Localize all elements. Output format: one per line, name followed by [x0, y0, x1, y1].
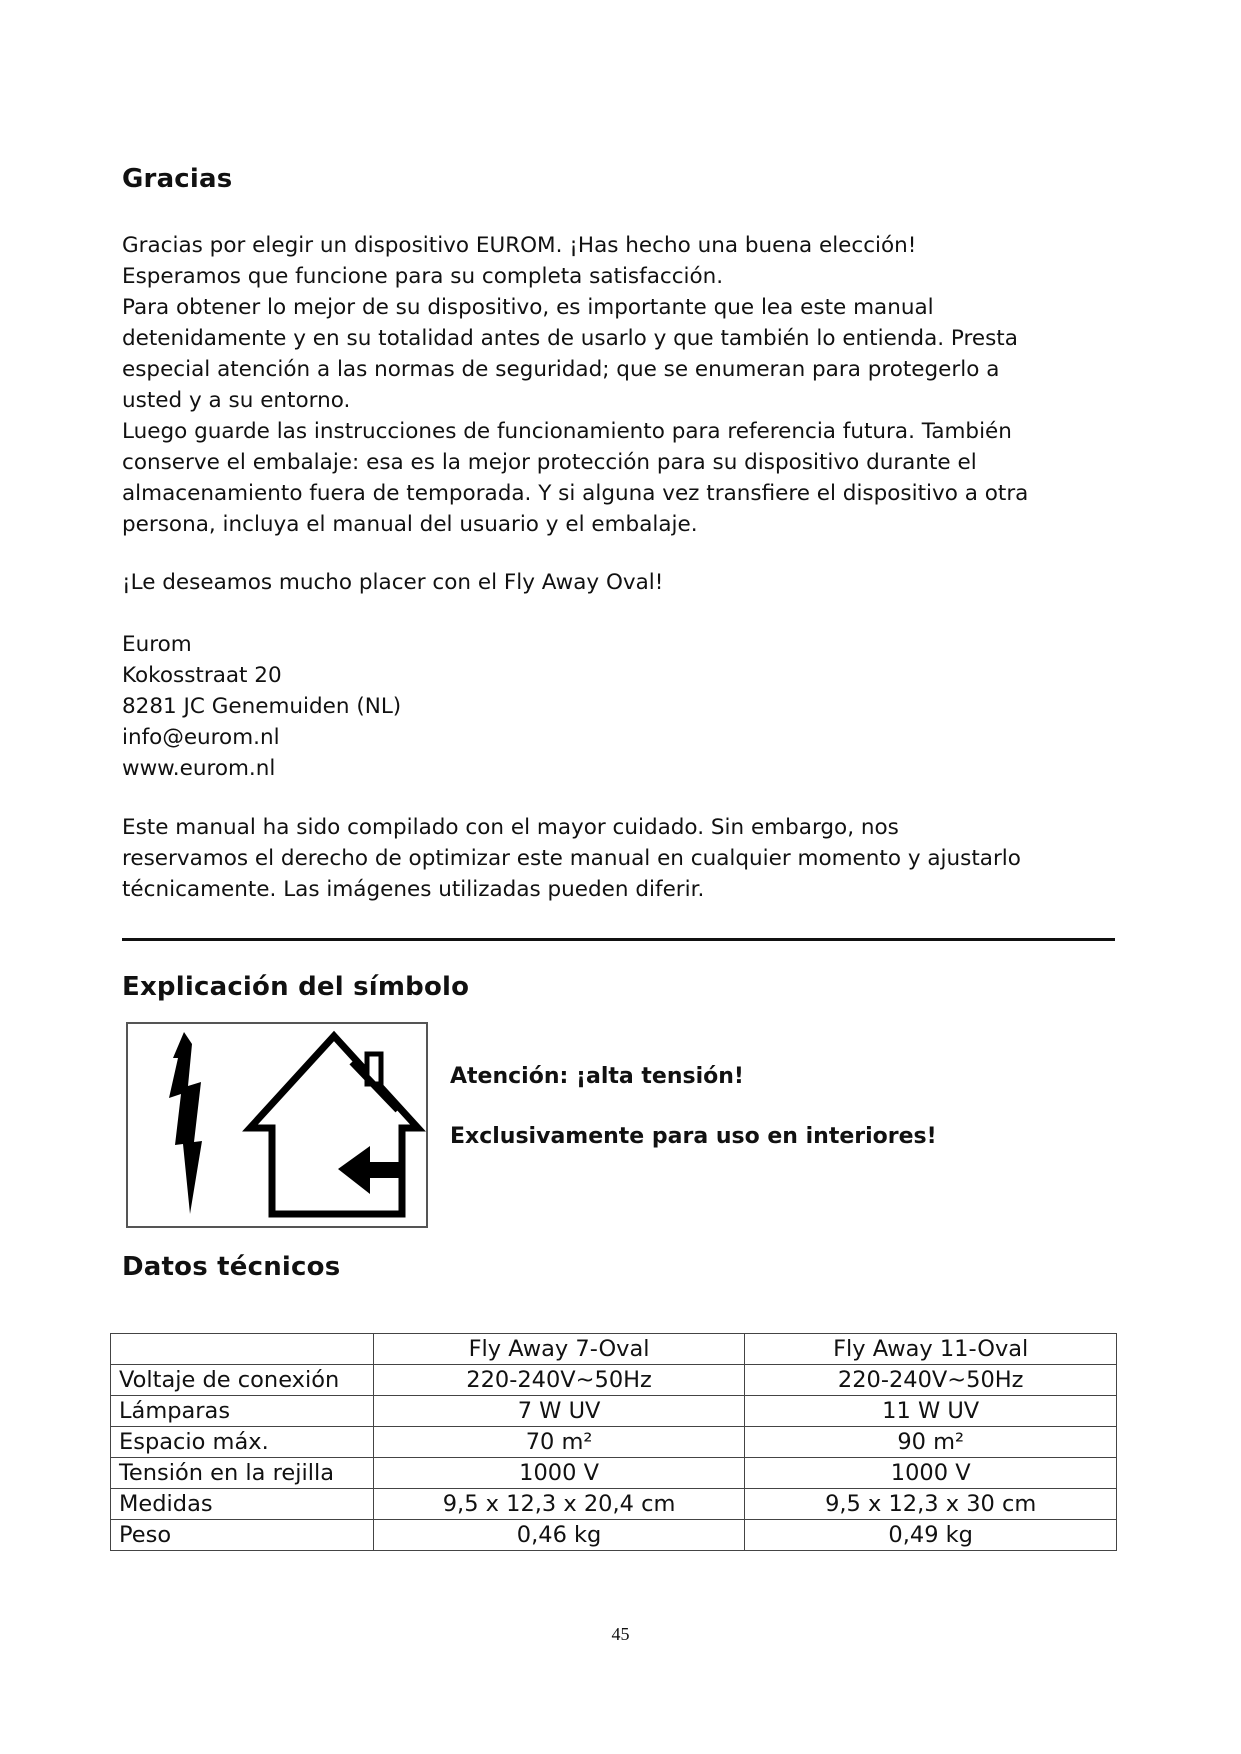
- cell-7-oval: 70 m²: [373, 1427, 745, 1458]
- company-street: Kokosstraat 20: [122, 663, 282, 688]
- row-label: Tensión en la rejilla: [111, 1458, 374, 1489]
- wish-text: [122, 567, 663, 598]
- disclaimer-paragraph: [122, 812, 1021, 905]
- company-email-link[interactable]: info@eurom.nl: [122, 725, 280, 750]
- section-heading-symbols: Explicación del símbolo: [122, 972, 470, 1002]
- tech-data-table: [110, 1333, 1117, 1551]
- disclaimer-line: Este manual ha sido compilado con el mayor cuidado. Sin embargo, nos: [122, 815, 899, 840]
- high-voltage-icon: [169, 1032, 202, 1214]
- header-cell-7-oval: Fly Away 7-Oval: [373, 1334, 745, 1365]
- high-voltage-warning: Atención: ¡alta tensión!: [450, 1064, 744, 1089]
- disclaimer-line: técnicamente. Las imágenes utilizadas pueden diferir.: [122, 877, 705, 902]
- wish-line: ¡Le deseamos mucho placer con el Fly Away Oval!: [122, 570, 664, 595]
- section-heading-gracias: Gracias: [122, 164, 233, 194]
- intro-line: Esperamos que funcione para su completa satisfacción.: [122, 264, 724, 289]
- cell-7-oval: 0,46 kg: [373, 1520, 745, 1551]
- row-label: Espacio máx.: [111, 1427, 374, 1458]
- cell-11-oval: 11 W UV: [745, 1396, 1117, 1427]
- disclaimer-line: reservamos el derecho de optimizar este manual en cualquier momento y ajustarlo: [122, 846, 1021, 871]
- section-divider: [122, 938, 1115, 941]
- cell-7-oval: 7 W UV: [373, 1396, 745, 1427]
- intro-paragraph: [122, 230, 1028, 540]
- section-heading-tech-data: Datos técnicos: [122, 1252, 341, 1282]
- cell-11-oval: 90 m²: [745, 1427, 1117, 1458]
- intro-line: Luego guarde las instrucciones de funcionamiento para referencia futura. También: [122, 419, 1012, 444]
- table-row: [111, 1489, 1117, 1520]
- intro-line: Para obtener lo mejor de su dispositivo, es importante que lea este manual: [122, 295, 934, 320]
- intro-line: especial atención a las normas de seguridad; que se enumeran para protegerlo a: [122, 357, 1000, 382]
- row-label: Voltaje de conexión: [111, 1365, 374, 1396]
- intro-line: conserve el embalaje: esa es la mejor protección para su dispositivo durante el: [122, 450, 977, 475]
- row-label: Lámparas: [111, 1396, 374, 1427]
- table-row: [111, 1458, 1117, 1489]
- cell-11-oval: 220-240V~50Hz: [745, 1365, 1117, 1396]
- table-row: [111, 1427, 1117, 1458]
- row-label: Medidas: [111, 1489, 374, 1520]
- company-website-link[interactable]: www.eurom.nl: [122, 756, 276, 781]
- indoor-use-only-icon: [250, 1036, 418, 1214]
- intro-line: usted y a su entorno.: [122, 388, 351, 413]
- table-row: [111, 1520, 1117, 1551]
- intro-line: almacenamiento fuera de temporada. Y si alguna vez transfiere el dispositivo a otra: [122, 481, 1029, 506]
- intro-line: Gracias por elegir un dispositivo EUROM. ¡Has hecho una buena elección!: [122, 233, 917, 258]
- page-number: 45: [611, 1624, 630, 1644]
- company-name: Eurom: [122, 632, 192, 657]
- symbol-image: [126, 1022, 428, 1228]
- indoor-use-warning: Exclusivamente para uso en interiores!: [450, 1124, 937, 1149]
- company-address: [122, 629, 401, 784]
- header-cell-11-oval: Fly Away 11-Oval: [745, 1334, 1117, 1365]
- table-row: [111, 1396, 1117, 1427]
- intro-line: detenidamente y en su totalidad antes de usarlo y que también lo entienda. Presta: [122, 326, 1018, 351]
- intro-line: persona, incluya el manual del usuario y el embalaje.: [122, 512, 698, 537]
- cell-7-oval: 220-240V~50Hz: [373, 1365, 745, 1396]
- company-city: 8281 JC Genemuiden (NL): [122, 694, 402, 719]
- cell-11-oval: 1000 V: [745, 1458, 1117, 1489]
- cell-11-oval: 0,49 kg: [745, 1520, 1117, 1551]
- row-label: Peso: [111, 1520, 374, 1551]
- header-cell-empty: [111, 1334, 374, 1365]
- cell-11-oval: 9,5 x 12,3 x 30 cm: [745, 1489, 1117, 1520]
- table-row: [111, 1365, 1117, 1396]
- table-header-row: [111, 1334, 1117, 1365]
- cell-7-oval: 9,5 x 12,3 x 20,4 cm: [373, 1489, 745, 1520]
- cell-7-oval: 1000 V: [373, 1458, 745, 1489]
